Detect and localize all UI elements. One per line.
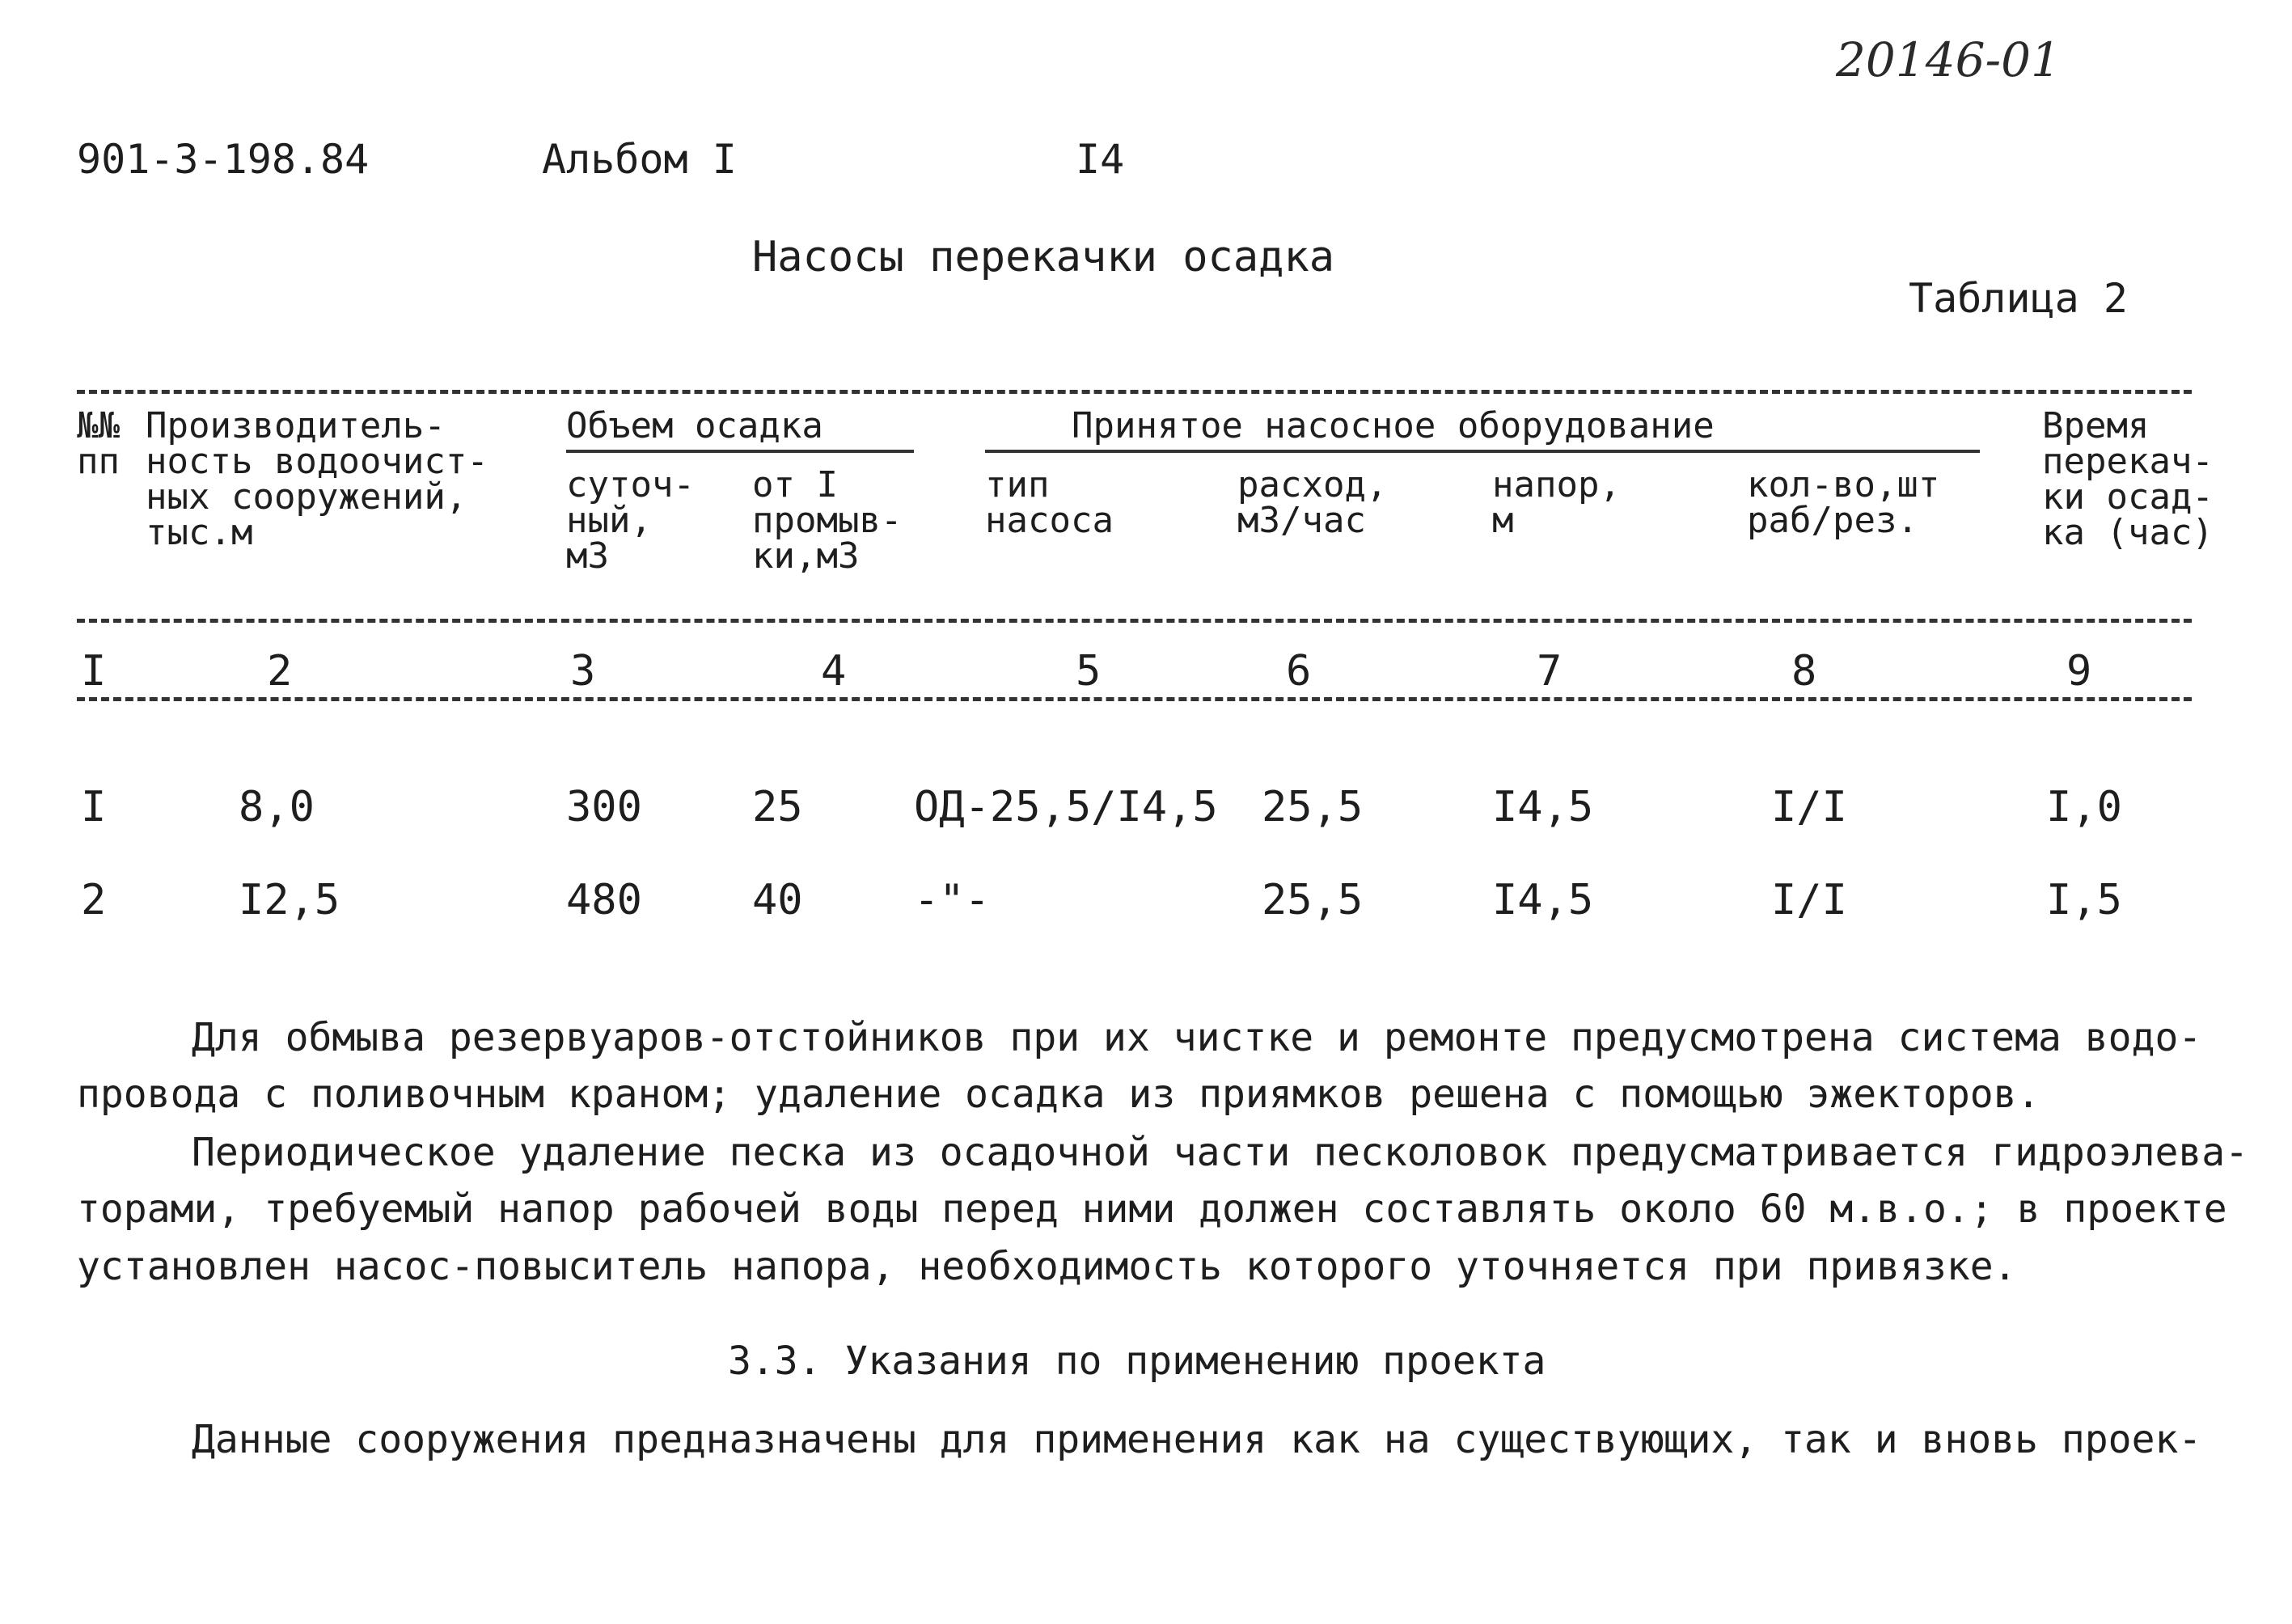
cell-quantity: I/I	[1771, 783, 1847, 831]
cell-quantity: I/I	[1771, 876, 1847, 924]
paragraph-line: установлен насос-повыситель напора, необходимость которого уточняется при привязке.	[77, 1244, 2017, 1289]
table-label: Таблица 2	[1909, 275, 2128, 322]
album-label: Альбом I	[542, 136, 737, 183]
col-number: 6	[1286, 647, 1312, 696]
group-underline-volume	[566, 450, 914, 453]
cell-time: I,5	[2046, 876, 2122, 924]
col-number: 3	[570, 647, 596, 696]
group-underline-equipment	[985, 450, 1980, 453]
col-header-quantity: кол-во,шт раб/рез.	[1747, 464, 1940, 541]
page-number: I4	[1076, 136, 1125, 183]
col-number: 7	[1537, 647, 1563, 696]
cell-per-wash: 40	[752, 876, 803, 924]
col-header-flow: расход, м3/час	[1237, 464, 1388, 541]
cell-daily: 300	[566, 783, 642, 831]
col-number: I	[81, 647, 107, 696]
col-header-pump-type: тип насоса	[985, 464, 1114, 541]
col-number: 9	[2066, 647, 2092, 696]
group-header-volume: Объем осадка	[566, 405, 823, 446]
cell-number: 2	[81, 876, 107, 924]
col-header-head: напор, м	[1492, 464, 1621, 541]
col-header-per-wash: от I промыв- ки,м3	[752, 464, 903, 577]
cell-daily: 480	[566, 876, 642, 924]
paragraph-line: провода с поливочным краном; удаление осадка из приямков решена с помощью эжекторов.	[77, 1072, 2040, 1117]
col-number: 8	[1791, 647, 1817, 696]
cell-time: I,0	[2046, 783, 2122, 831]
col-header-daily: суточ- ный, м3	[566, 464, 695, 577]
paragraph-line: торами, требуемый напор рабочей воды перед ними должен составлять около 60 м.в.о.; в проекте	[77, 1186, 2227, 1232]
col-number: 5	[1076, 647, 1102, 696]
cell-flow: 25,5	[1262, 783, 1364, 831]
cell-head: I4,5	[1492, 783, 1594, 831]
cell-number: I	[81, 783, 107, 831]
table-top-rule	[77, 390, 2192, 394]
col-header-number: №№ пп	[77, 405, 120, 482]
col-header-time: Время перекач- ки осад- ка (час)	[2042, 405, 2214, 553]
cell-head: I4,5	[1492, 876, 1594, 924]
cell-flow: 25,5	[1262, 876, 1364, 924]
cell-capacity: 8,0	[239, 783, 315, 831]
col-header-capacity: Производитель- ность водоочист- ных сооружений, тыс.м	[146, 405, 488, 553]
numbers-bottom-rule	[77, 697, 2192, 701]
cell-capacity: I2,5	[239, 876, 340, 924]
cell-per-wash: 25	[752, 783, 803, 831]
handwritten-doc-number: 20146-01	[1836, 32, 2061, 87]
section-heading: 3.3. Указания по применению проекта	[728, 1339, 1546, 1384]
group-header-equipment: Принятое насосное оборудование	[1072, 405, 1715, 446]
col-number: 4	[821, 647, 847, 696]
col-number: 2	[267, 647, 293, 696]
cell-pump-type: ОД-25,5/I4,5	[914, 783, 1218, 831]
paragraph-line: Для обмыва резервуаров-отстойников при их чистке и ремонте предусмотрена система водо-	[192, 1015, 2202, 1060]
project-code: 901-3-198.84	[77, 136, 370, 183]
cell-pump-type: -"-	[914, 876, 990, 924]
page-title: Насосы перекачки осадка	[752, 233, 1335, 281]
header-bottom-rule	[77, 619, 2192, 623]
paragraph-line: Данные сооружения предназначены для применения как на существующих, так и вновь проек-	[192, 1417, 2202, 1462]
paragraph-line: Периодическое удаление песка из осадочной части песколовок предусматривается гидроэлева-	[192, 1130, 2249, 1175]
